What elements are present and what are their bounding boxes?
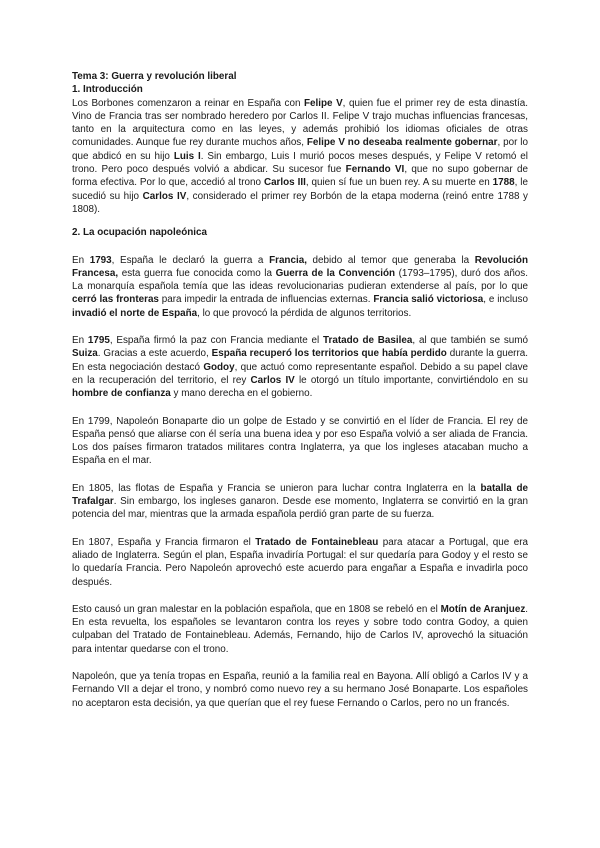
paragraph-guerra-convencion: En 1793, España le declaró la guerra a Francia, debido al temor que generaba la Revolución Francesa, esta guerra fue conocida como la Guerra de la Convención (1793–1795), duró dos años. La monarquía española temía que las ideas revolucionarias pudieran extenderse al país, por lo que cerró las fronteras para impedir la entrada de influencias externas. Francia salió victoriosa, e incluso invadió el norte de España, lo que provocó la pérdida de algunos territorios.: [72, 254, 528, 319]
section-2-heading: 2. La ocupación napoleónica: [72, 227, 207, 239]
section-1-heading: 1. Introducción: [72, 84, 143, 96]
document-title: Tema 3: Guerra y revolución liberal: [72, 71, 237, 82]
paragraph-napoleon-1799: En 1799, Napoleón Bonaparte dio un golpe de Estado y se convirtió en el líder de Francia. El rey de España pensó que aliarse con él sería una buena idea y por eso España volvió a ser aliada de Francia. Los dos países firmaron tratados militares contra Inglaterra, ya que los ingleses atacaban mucho a España en el mar.: [72, 415, 528, 467]
document-page: [72, 70, 528, 710]
intro-paragraph: Los Borbones comenzaron a reinar en España con Felipe V, quien fue el primer rey de esta dinastía. Vino de Francia tras ser nombrado heredero por Carlos II. Felipe V trajo muchas influencias francesas, tanto en la arquitectura como en las leyes, y además prohibió los idiomas oficiales de otras comunidades. Aunque fue rey durante muchos años, Felipe V no deseaba realmente gobernar, por lo que abdicó en su hijo Luis I. Sin embargo, Luis I murió pocos meses después, y Felipe V retomó el trono. Pero poco después volvió a abdicar. Su sucesor fue Fernando VI, que no supo gobernar de forma efectiva. Por lo que, accedió al trono Carlos III, quien sí fue un buen rey. A su muerte en 1788, le sucedió su hijo Carlos IV, considerado el primer rey Borbón de la etapa moderna (reinó entre 1788 y 1808).: [72, 97, 528, 215]
paragraph-tratado-basilea: En 1795, España firmó la paz con Francia mediante el Tratado de Basilea, al que también se sumó Suiza. Gracias a este acuerdo, España recuperó los territorios que había perdido durante la guerra. En esta negociación destacó Godoy, que actuó como representante español. Debido a su papel clave en la recuperación del territorio, el rey Carlos IV le otorgó un título importante, convirtiéndolo en su hombre de confianza y mano derecha en el gobierno.: [72, 335, 529, 400]
paragraph-bayona: Napoleón, que ya tenía tropas en España, reunió a la familia real en Bayona. Allí obligó a Carlos IV y a Fernando VII a dejar el trono, y nombró como nuevo rey a su hermano José Bonaparte. Los españoles no aceptaron esta decisión, ya que querían que el rey fuese Fernando o Carlos, pero no un francés.: [72, 670, 528, 709]
paragraph-fontainebleau: En 1807, España y Francia firmaron el Tratado de Fontainebleau para atacar a Portugal, que era aliado de Inglaterra. Según el plan, España invadiría Portugal: el sur quedaría para Godoy y el resto se lo quedaría Francia. Pero Napoleón aprovechó este acuerdo para engañar a España e invadirla poco después.: [72, 536, 529, 588]
paragraph-trafalgar: En 1805, las flotas de España y Francia se unieron para luchar contra Inglaterra en la batalla de Trafalgar. Sin embargo, los ingleses ganaron. Desde ese momento, Inglaterra se convirtió en la gran potencia del mar, mientras que la armada española perdió gran parte de su fuerza.: [72, 482, 528, 521]
paragraph-motin-aranjuez: Esto causó un gran malestar en la población española, que en 1808 se rebeló en el Motín de Aranjuez. En esta revuelta, los españoles se levantaron contra los reyes y sobre todo contra Godoy, a quien culpaban del Tratado de Fontainebleau. Además, Fernando, hijo de Carlos IV, aprovechó la situación para intentar quedarse con el trono.: [72, 603, 529, 655]
